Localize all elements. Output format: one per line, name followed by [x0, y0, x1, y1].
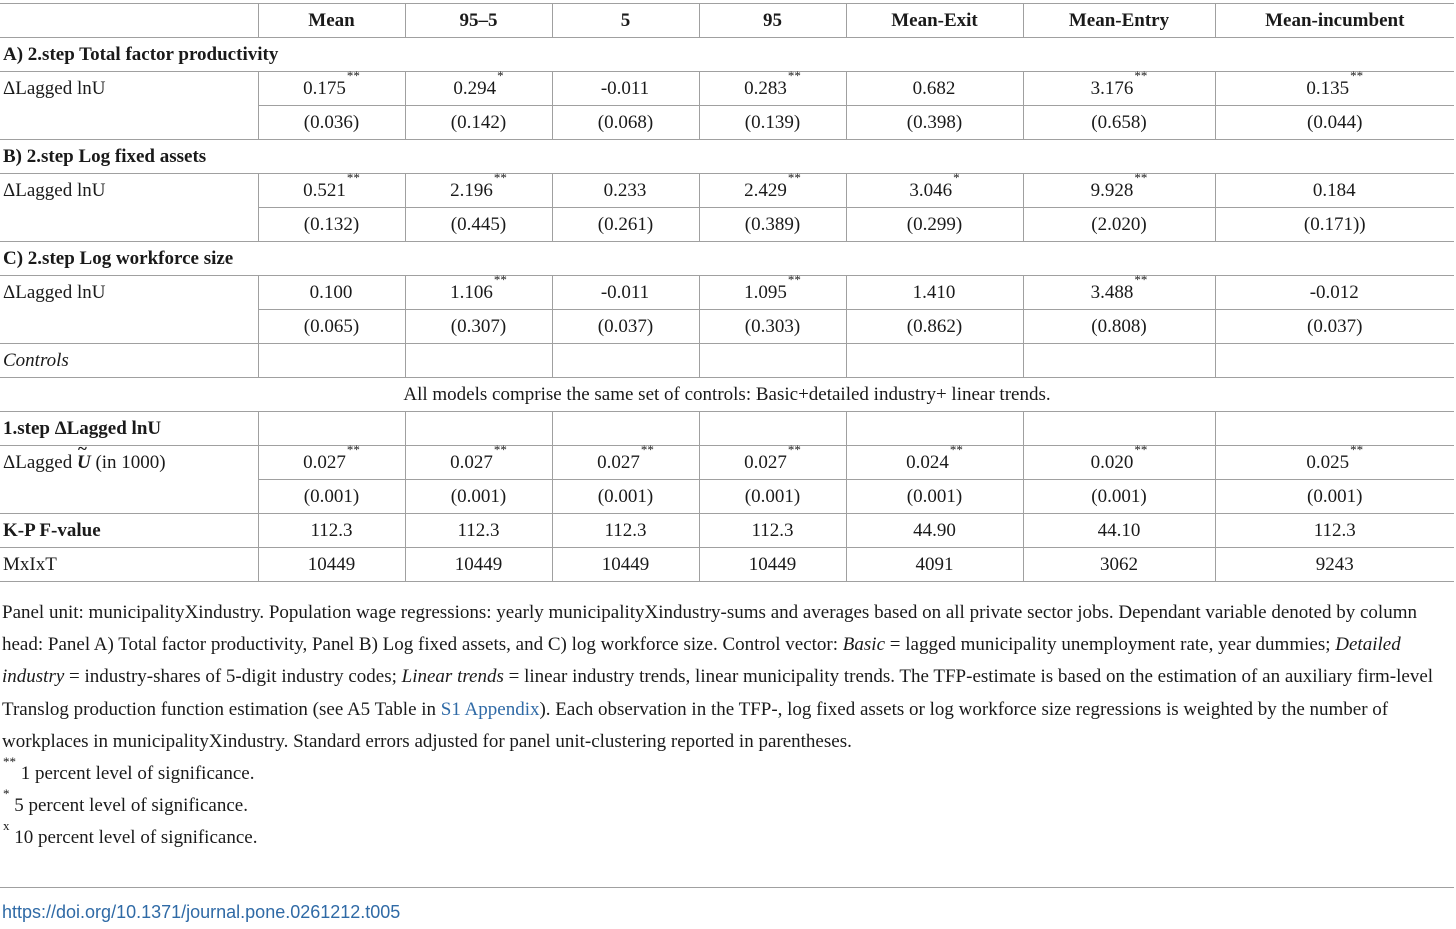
sig-text: 5 percent level of significance. — [9, 795, 248, 817]
panel-a-coef-row — [0, 72, 1454, 106]
significance-mark: ** — [787, 68, 801, 83]
coefficient-value: 0.521 — [303, 180, 346, 201]
coefficient-value: 2.196 — [450, 180, 493, 201]
significance-mark: ** — [949, 442, 963, 457]
empty-cell — [699, 412, 846, 446]
coefficient-cell — [846, 72, 1023, 106]
row-label: ΔLagged lnU — [0, 174, 258, 208]
row-label-empty — [0, 106, 258, 140]
std-error-cell: (0.065) — [258, 310, 405, 344]
coefficient-cell — [1023, 272, 1215, 310]
significance-mark: ** — [1134, 272, 1148, 287]
std-error-cell: (0.658) — [1023, 106, 1215, 140]
significance-mark: ** — [1350, 68, 1364, 83]
std-error-cell: (0.389) — [699, 208, 846, 242]
column-header: Mean-incumbent — [1215, 4, 1454, 38]
coefficient-value: 0.682 — [912, 78, 956, 99]
notes-basic-term: Basic — [842, 634, 886, 656]
value-cell: 9243 — [1215, 548, 1454, 582]
first-step-coef-row — [0, 446, 1454, 480]
significance-mark: * — [953, 170, 960, 185]
empty-cell — [699, 344, 846, 378]
coefficient-cell — [258, 170, 405, 208]
notes-text: Panel unit: municipalityXindustry. Population wage regressions: yearly municipalityXindustry-sums and averages based on all private sector jobs. Dependant variable denoted by column head: Panel A) Total factor productivity, Panel B) Log fixed assets, and C) log workforce size. Control vector: — [2, 602, 1417, 656]
coefficient-cell — [846, 276, 1023, 310]
std-error-cell: (0.036) — [258, 106, 405, 140]
std-error-cell: (0.068) — [552, 106, 699, 140]
significance-mark: ** — [787, 272, 801, 287]
controls-row — [0, 344, 1454, 378]
empty-cell — [1023, 344, 1215, 378]
column-header: 95 — [699, 4, 846, 38]
coefficient-cell — [552, 72, 699, 106]
sig-note-1pct — [2, 754, 1454, 790]
std-error-cell: (0.299) — [846, 208, 1023, 242]
coefficient-cell — [699, 170, 846, 208]
empty-cell — [846, 344, 1023, 378]
std-error-cell: (0.303) — [699, 310, 846, 344]
panel-b-coef-row — [0, 174, 1454, 208]
doi-link[interactable]: https://doi.org/10.1371/journal.pone.0261212.t005 — [2, 902, 401, 922]
significance-mark: ** — [346, 442, 360, 457]
coefficient-cell — [405, 272, 552, 310]
value-cell: 112.3 — [552, 514, 699, 548]
coefficient-value: 0.100 — [309, 282, 353, 303]
sig-note-10pct — [2, 818, 1454, 854]
std-error-cell: (0.001) — [699, 480, 846, 514]
value-cell: 3062 — [1023, 548, 1215, 582]
column-header: Mean-Exit — [846, 4, 1023, 38]
coefficient-value: 0.027 — [744, 452, 787, 473]
notes-text: = lagged municipality unemployment rate, year dummies; — [885, 634, 1336, 656]
std-error-cell: (0.001) — [1023, 480, 1215, 514]
coefficient-value: 1.106 — [450, 282, 493, 303]
value-cell: 112.3 — [1215, 514, 1454, 548]
mixt-row — [0, 548, 1454, 582]
divider — [0, 887, 1454, 888]
coefficient-cell — [699, 442, 846, 480]
empty-cell — [1215, 412, 1454, 446]
row-label-prefix: ΔLagged — [3, 452, 73, 474]
std-error-cell: (0.132) — [258, 208, 405, 242]
panel-a-title-row — [0, 38, 1454, 72]
coefficient-cell — [552, 174, 699, 208]
section-title: 1.step ΔLagged lnU — [0, 412, 258, 446]
notes-paragraph — [2, 597, 1454, 758]
coefficient-cell — [1023, 68, 1215, 106]
sig-note-5pct — [2, 786, 1454, 822]
std-error-cell: (0.307) — [405, 310, 552, 344]
coefficient-value: 0.294 — [453, 78, 497, 99]
coefficient-value: 0.027 — [450, 452, 493, 473]
significance-mark: ** — [493, 272, 507, 287]
significance-mark: ** — [787, 170, 801, 185]
panel-b-se-row — [0, 208, 1454, 242]
notes-text: ). Each observation in the TFP-, log fixed assets or log workforce size regressions is weighted by the number of workplaces in municipalityXindustry. Standard errors adjusted for panel unit-clustering reported in parentheses. — [2, 698, 1389, 752]
std-error-cell: (0.001) — [405, 480, 552, 514]
empty-cell — [405, 344, 552, 378]
empty-cell — [846, 412, 1023, 446]
coefficient-value: 0.233 — [603, 180, 647, 201]
section-title: A) 2.step Total factor productivity — [0, 38, 1454, 72]
coefficient-cell — [1215, 276, 1454, 310]
significance-mark: ** — [346, 68, 360, 83]
row-label: K-P F-value — [0, 514, 258, 548]
value-cell: 112.3 — [258, 514, 405, 548]
std-error-cell: (0.037) — [552, 310, 699, 344]
coefficient-value: 0.024 — [906, 452, 949, 473]
column-header: Mean — [258, 4, 405, 38]
row-label: ΔLagged lnU — [0, 72, 258, 106]
std-error-cell: (0.037) — [1215, 310, 1454, 344]
significance-mark: ** — [346, 170, 360, 185]
column-header: 5 — [552, 4, 699, 38]
row-label: MxIxT — [0, 548, 258, 582]
sig-text: 10 percent level of significance. — [9, 827, 258, 849]
coefficient-cell — [1023, 442, 1215, 480]
coefficient-cell — [405, 68, 552, 106]
coefficient-cell — [258, 442, 405, 480]
row-label-suffix: (in 1000) — [95, 452, 166, 474]
column-header: Mean-Entry — [1023, 4, 1215, 38]
coefficient-value: -0.012 — [1309, 282, 1359, 303]
coefficient-cell — [846, 442, 1023, 480]
value-cell: 44.10 — [1023, 514, 1215, 548]
notes-detailed-term: Detailed industry — [2, 634, 1401, 688]
kp-fvalue-row — [0, 514, 1454, 548]
header-corner-cell — [0, 4, 258, 38]
value-cell: 112.3 — [405, 514, 552, 548]
std-error-cell: (0.142) — [405, 106, 552, 140]
std-error-cell: (0.139) — [699, 106, 846, 140]
controls-description: All models comprise the same set of controls: Basic+detailed industry+ linear trends. — [0, 378, 1454, 412]
panel-b-title-row — [0, 140, 1454, 174]
std-error-cell: (0.044) — [1215, 106, 1454, 140]
empty-cell — [552, 412, 699, 446]
coefficient-cell — [1215, 174, 1454, 208]
coefficient-value: 0.027 — [303, 452, 346, 473]
coefficient-value: 3.488 — [1090, 282, 1134, 303]
coefficient-value: 0.027 — [597, 452, 640, 473]
std-error-cell: (0.808) — [1023, 310, 1215, 344]
coefficient-value: 0.184 — [1312, 180, 1356, 201]
section-title: C) 2.step Log workforce size — [0, 242, 1454, 276]
coefficient-cell — [405, 170, 552, 208]
std-error-cell: (0.001) — [1215, 480, 1454, 514]
header-row — [0, 4, 1454, 38]
value-cell: 10449 — [552, 548, 699, 582]
value-cell: 112.3 — [699, 514, 846, 548]
u-tilde-symbol: ~ U — [77, 446, 91, 479]
significance-mark: ** — [1134, 68, 1148, 83]
coefficient-cell — [1215, 442, 1454, 480]
significance-mark: ** — [493, 442, 507, 457]
significance-mark: * — [497, 68, 504, 83]
value-cell: 44.90 — [846, 514, 1023, 548]
first-step-title-row — [0, 412, 1454, 446]
notes-linear-term: Linear trends — [401, 666, 504, 688]
notes-text: = industry-shares of 5-digit industry codes; — [64, 666, 402, 688]
empty-cell — [552, 344, 699, 378]
controls-text-row — [0, 378, 1454, 412]
coefficient-value: 0.175 — [303, 78, 346, 99]
std-error-cell: (0.001) — [258, 480, 405, 514]
row-label — [0, 446, 258, 480]
controls-label: Controls — [0, 344, 258, 378]
coefficient-cell — [1023, 170, 1215, 208]
table-notes — [2, 597, 1454, 855]
column-header: 95–5 — [405, 4, 552, 38]
empty-cell — [1023, 412, 1215, 446]
std-error-cell: (0.398) — [846, 106, 1023, 140]
section-title: B) 2.step Log fixed assets — [0, 140, 1454, 174]
std-error-cell: (0.001) — [552, 480, 699, 514]
coefficient-value: -0.011 — [600, 78, 650, 99]
row-label: ΔLagged lnU — [0, 276, 258, 310]
std-error-cell: (0.261) — [552, 208, 699, 242]
significance-mark: ** — [640, 442, 654, 457]
significance-mark: ** — [1134, 170, 1148, 185]
s1-appendix-link[interactable]: S1 Appendix — [440, 698, 540, 720]
coefficient-value: 0.135 — [1306, 78, 1350, 99]
value-cell: 10449 — [258, 548, 405, 582]
empty-cell — [258, 344, 405, 378]
panel-c-title-row — [0, 242, 1454, 276]
value-cell: 10449 — [699, 548, 846, 582]
panel-c-coef-row — [0, 276, 1454, 310]
coefficient-value: 1.410 — [912, 282, 956, 303]
coefficient-cell — [258, 68, 405, 106]
coefficient-value: 3.176 — [1090, 78, 1134, 99]
sig-mark: * — [3, 786, 10, 802]
coefficient-value: 1.095 — [744, 282, 787, 303]
regression-table-container — [0, 3, 1454, 582]
panel-c-se-row — [0, 310, 1454, 344]
significance-mark: ** — [787, 442, 801, 457]
sig-mark: ** — [3, 754, 16, 770]
significance-mark: ** — [1350, 442, 1364, 457]
std-error-cell: (2.020) — [1023, 208, 1215, 242]
coefficient-value: 3.046 — [909, 180, 953, 201]
std-error-cell: (0.171)) — [1215, 208, 1454, 242]
coefficient-cell — [552, 276, 699, 310]
row-label-empty — [0, 310, 258, 344]
regression-table — [0, 3, 1454, 582]
empty-cell — [1215, 344, 1454, 378]
coefficient-value: 0.020 — [1090, 452, 1134, 473]
empty-cell — [258, 412, 405, 446]
coefficient-cell — [258, 276, 405, 310]
row-label-empty — [0, 480, 258, 514]
coefficient-value: 0.283 — [744, 78, 787, 99]
coefficient-cell — [846, 170, 1023, 208]
coefficient-cell — [699, 68, 846, 106]
significance-mark: ** — [493, 170, 507, 185]
first-step-se-row — [0, 480, 1454, 514]
value-cell: 10449 — [405, 548, 552, 582]
coefficient-cell — [1215, 68, 1454, 106]
sig-mark: x — [3, 818, 10, 834]
sig-text: 1 percent level of significance. — [16, 763, 255, 785]
coefficient-cell — [552, 442, 699, 480]
coefficient-value: -0.011 — [600, 282, 650, 303]
empty-cell — [405, 412, 552, 446]
coefficient-value: 9.928 — [1090, 180, 1134, 201]
coefficient-value: 0.025 — [1306, 452, 1350, 473]
std-error-cell: (0.001) — [846, 480, 1023, 514]
value-cell: 4091 — [846, 548, 1023, 582]
coefficient-value: 2.429 — [744, 180, 787, 201]
panel-a-se-row — [0, 106, 1454, 140]
std-error-cell: (0.862) — [846, 310, 1023, 344]
significance-mark: ** — [1134, 442, 1148, 457]
row-label-empty — [0, 208, 258, 242]
notes-text: = linear industry trends, linear municipality trends. The TFP-estimate is based on the estimation of an auxiliary firm-level Translog production function estimation (see A5 Table in — [2, 666, 1434, 720]
std-error-cell: (0.445) — [405, 208, 552, 242]
coefficient-cell — [699, 272, 846, 310]
coefficient-cell — [405, 442, 552, 480]
